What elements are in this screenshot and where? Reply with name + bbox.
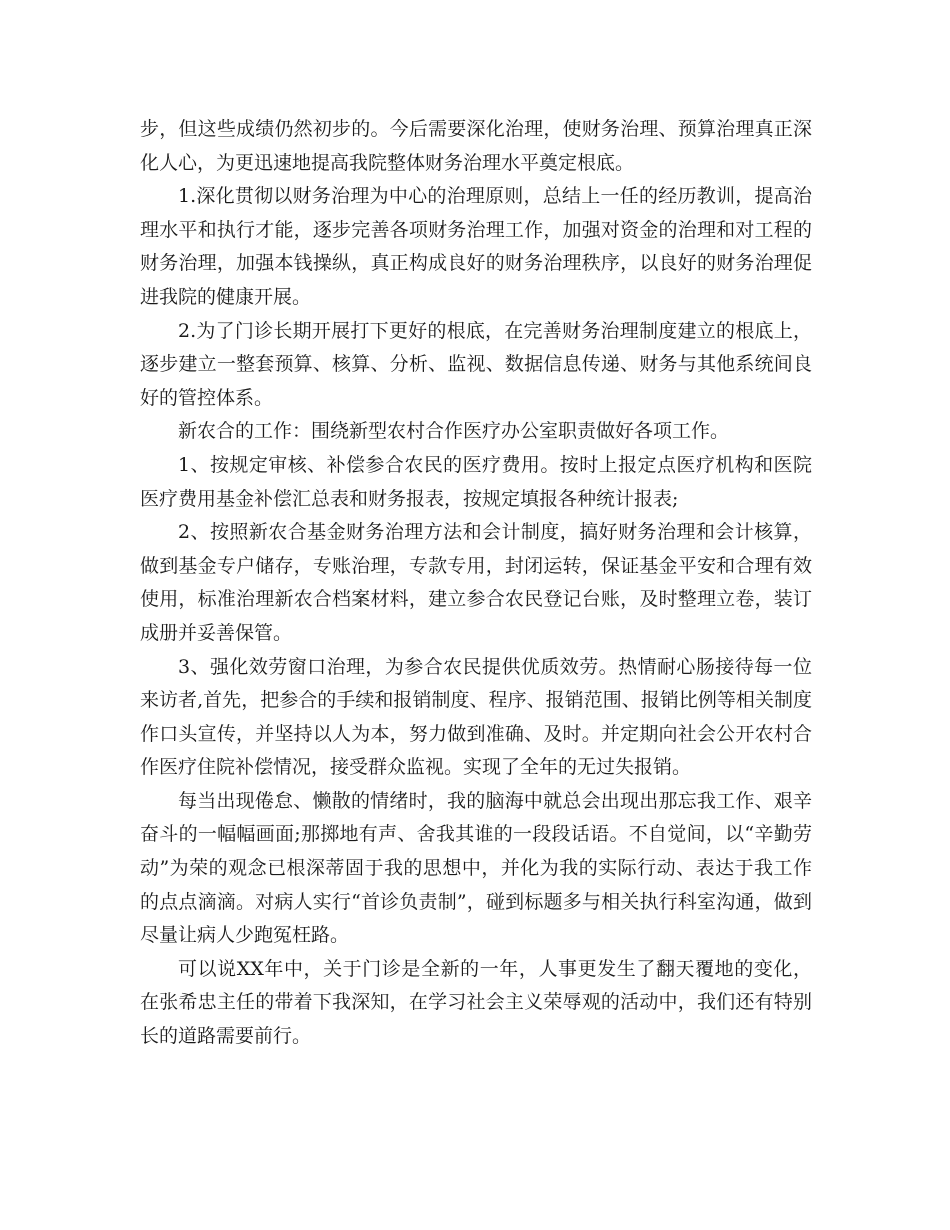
paragraph: 每当出现倦怠、懒散的情绪时，我的脑海中就总会出现出那忘我工作、艰辛奋斗的一幅幅画面;那掷地有声、舍我其谁的一段段话语。不自觉间，以“辛勤劳动”为荣的观念已根深蒂固于我的思想中，并化为我的实际行动、表达于我工作的点点滴滴。对病人实行“首诊负责制”，碰到标题多与相关执行科室沟通，做到尽量让病人少跑冤枉路。 <box>140 789 812 947</box>
paragraph: 步，但这些成绩仍然初步的。今后需要深化治理，使财务治理、预算治理真正深化人心，为更迅速地提高我院整体财务治理水平奠定根底。 <box>140 118 812 174</box>
document-body <box>140 113 812 1054</box>
paragraph: 新农合的工作：围绕新型农村合作医疗办公室职责做好各项工作。 <box>178 420 730 443</box>
paragraph: 可以说XX年中，关于门诊是全新的一年，人事更发生了翻天覆地的变化，在张希忠主任的带着下我深知，在学习社会主义荣辱观的活动中，我们还有特别长的道路需要前行。 <box>140 957 812 1048</box>
paragraph: 2.为了门诊长期开展打下更好的根底，在完善财务治理制度建立的根底上，逐步建立一整套预算、核算、分析、监视、数据信息传递、财务与其他系统间良好的管控体系。 <box>140 319 812 409</box>
paragraph: 2、按照新农合基金财务治理方法和会计制度，搞好财务治理和会计核算，做到基金专户储存，专账治理，专款专用，封闭运转，保证基金平安和合理有效使用，标准治理新农合档案材料，建立参合农民登记台账，及时整理立卷，装订成册并妥善保管。 <box>140 521 812 644</box>
paragraph: 3、强化效劳窗口治理，为参合农民提供优质效劳。热情耐心肠接待每一位来访者,首先，把参合的手续和报销制度、程序、报销范围、报销比例等相关制度作口头宣传，并坚持以人为本，努力做到准确、及时。并定期向社会公开农村合作医疗住院补偿情况，接受群众监视。实现了全年的无过失报销。 <box>140 655 812 779</box>
paragraph: 1.深化贯彻以财务治理为中心的治理原则，总结上一任的经历教训，提高治理水平和执行才能，逐步完善各项财务治理工作，加强对资金的治理和对工程的财务治理，加强本钱操纵，真正构成良好的财务治理秩序，以良好的财务治理促进我院的健康开展。 <box>140 185 812 308</box>
paragraph: 1、按规定审核、补偿参合农民的医疗费用。按时上报定点医疗机构和医院医疗费用基金补偿汇总表和财务报表，按规定填报各种统计报表; <box>140 453 812 510</box>
